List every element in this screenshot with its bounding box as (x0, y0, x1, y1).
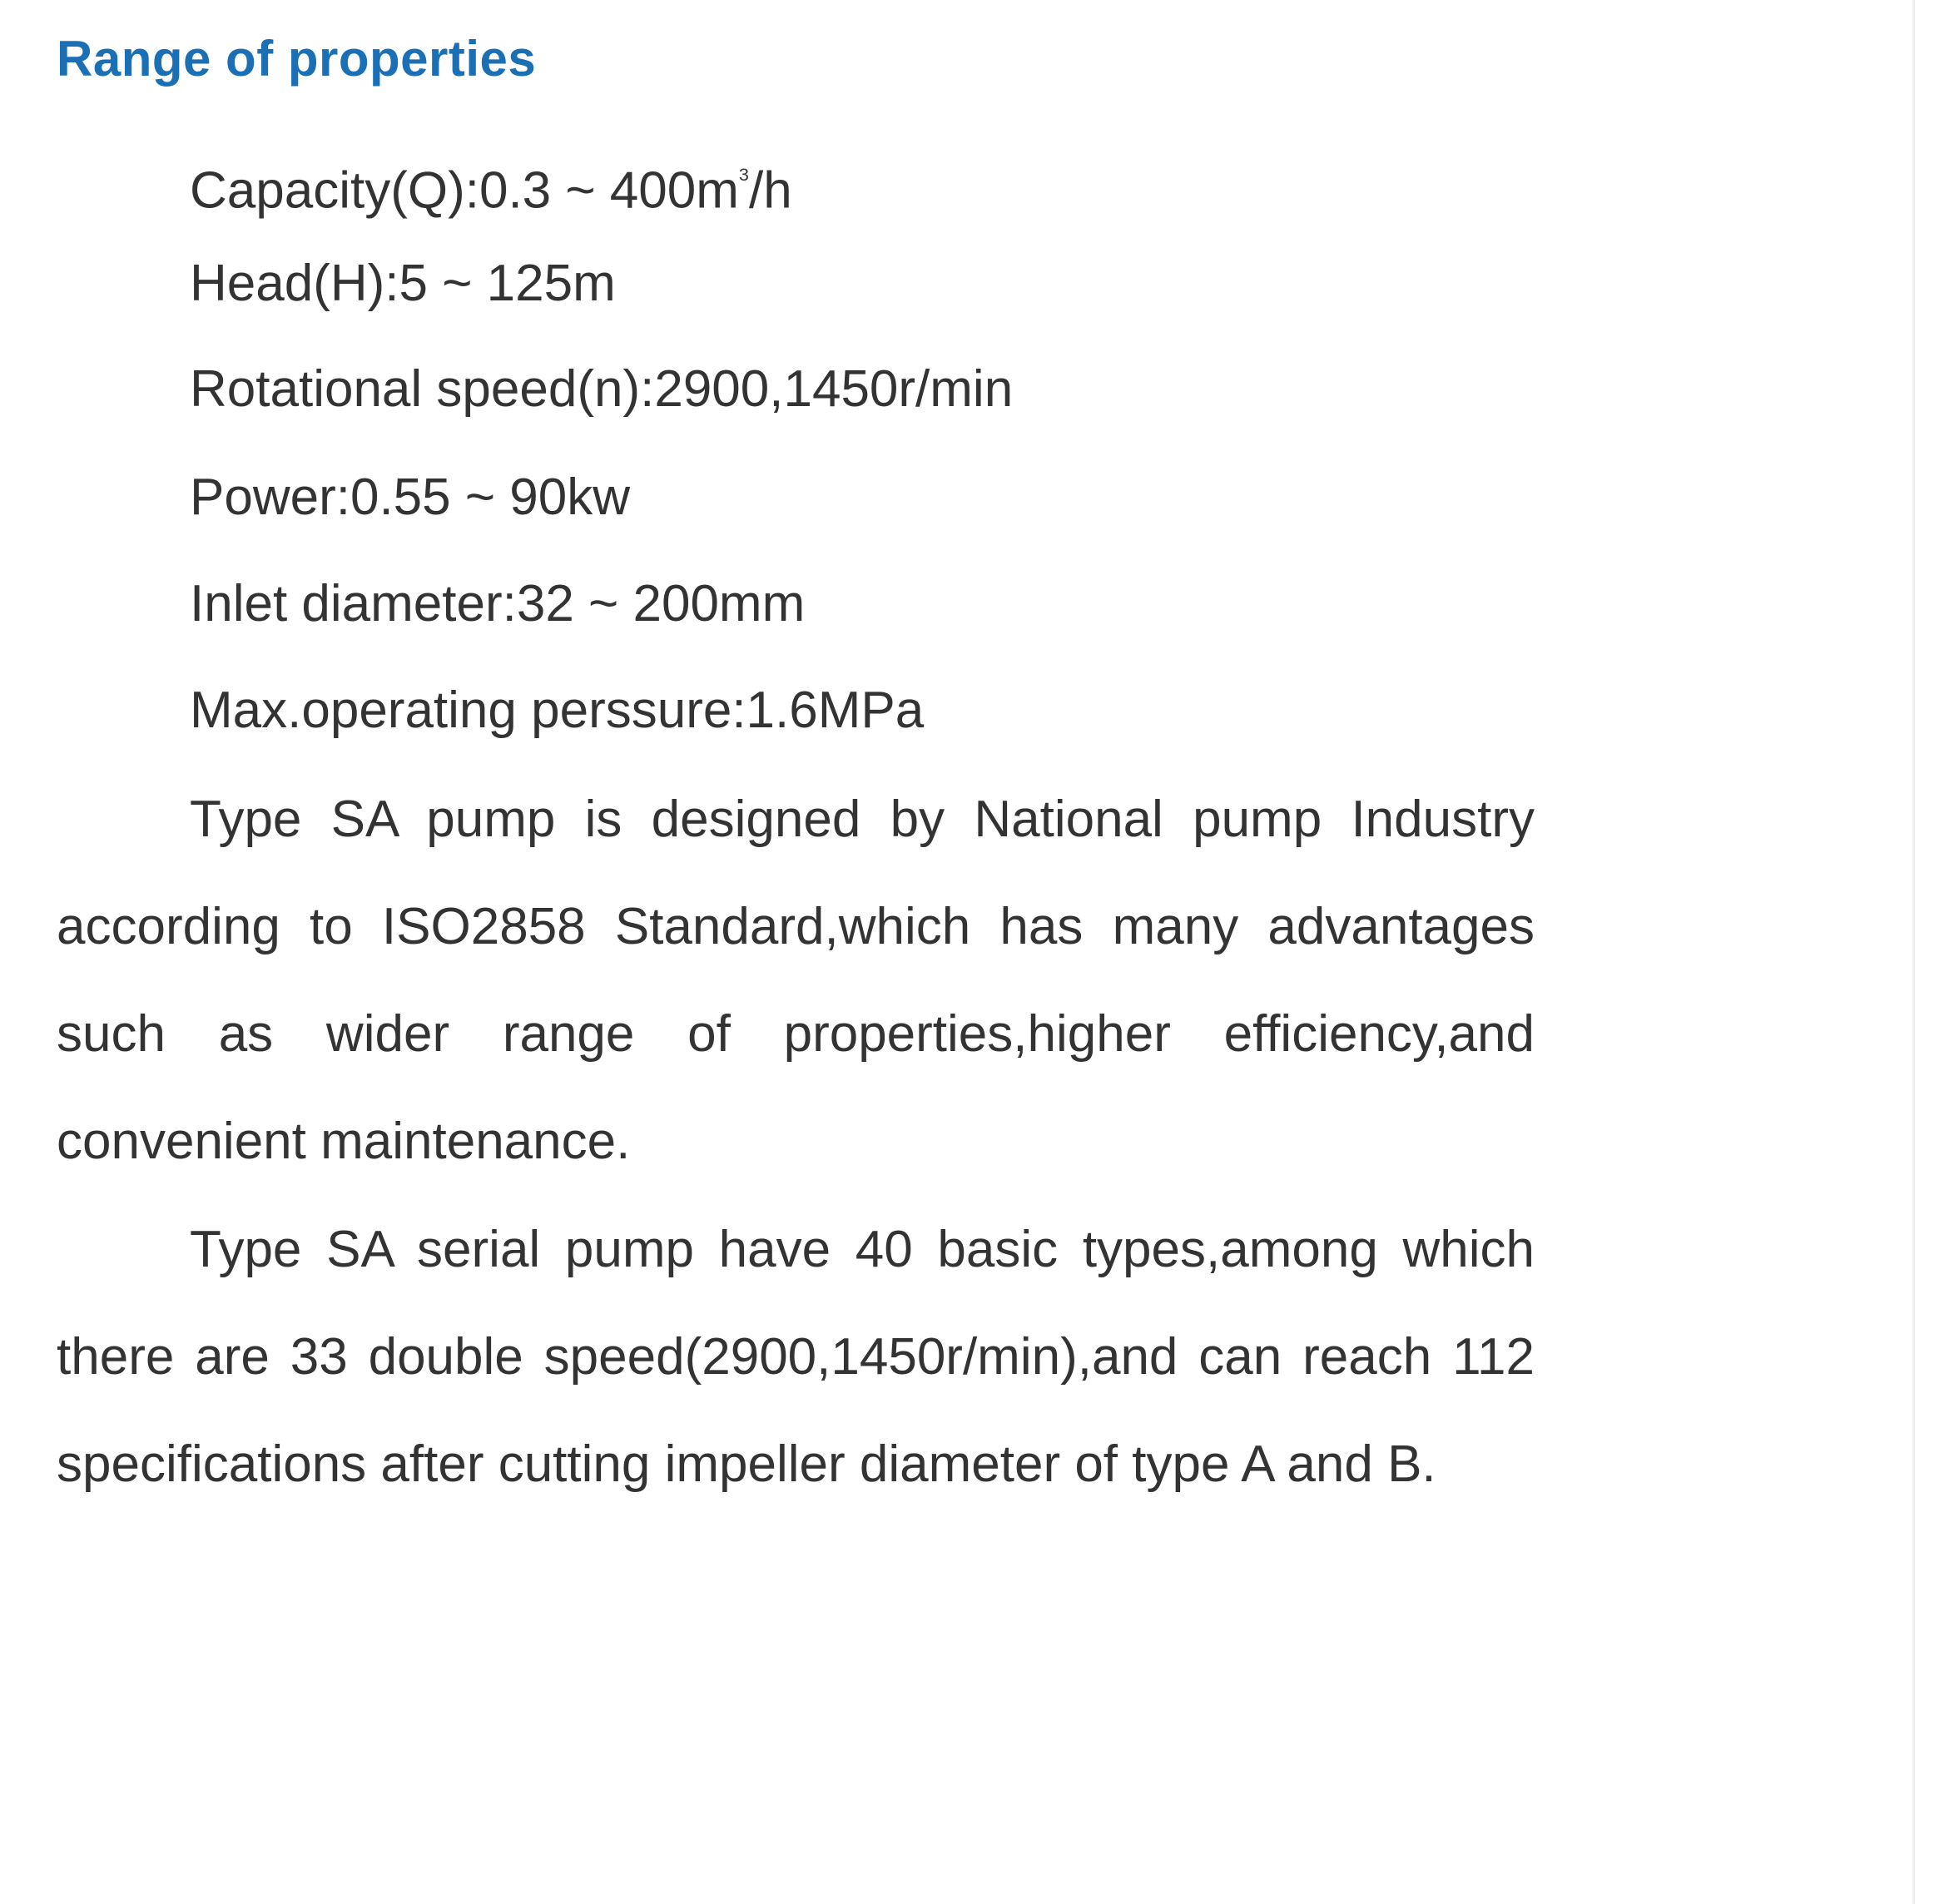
superscript: 3 (738, 164, 749, 185)
spec-pressure: Max.operating perssure:1.6MPa (190, 682, 925, 739)
spec-head: Head(H):5 ~ 125m (190, 255, 616, 312)
spec-inlet: Inlet diameter:32 ~ 200mm (190, 575, 806, 632)
description-paragraph-2: Type SA serial pump have 40 basic types,among which there are 33 double speed(2900,1450r/min),and can reach 112 specifications after cutting impeller diameter of type A and B. (57, 1221, 1535, 1493)
section-heading: Range of properties (57, 31, 537, 87)
spec-power: Power:0.55 ~ 90kw (190, 469, 631, 526)
description-paragraph-1: Type SA pump is designed by National pump Industry according to ISO2858 Standard,which has many advantages such as wider range of properties,higher efficiency,and convenient maintenance. (57, 791, 1535, 1170)
right-border (1912, 0, 1915, 1904)
spec-capacity (190, 141, 792, 225)
spec-capacity-unit: /h (748, 161, 792, 220)
spec-capacity-text: Capacity(Q):0.3 ~ 400m (190, 161, 739, 220)
spec-speed: Rotational speed(n):2900,1450r/min (190, 360, 1014, 418)
